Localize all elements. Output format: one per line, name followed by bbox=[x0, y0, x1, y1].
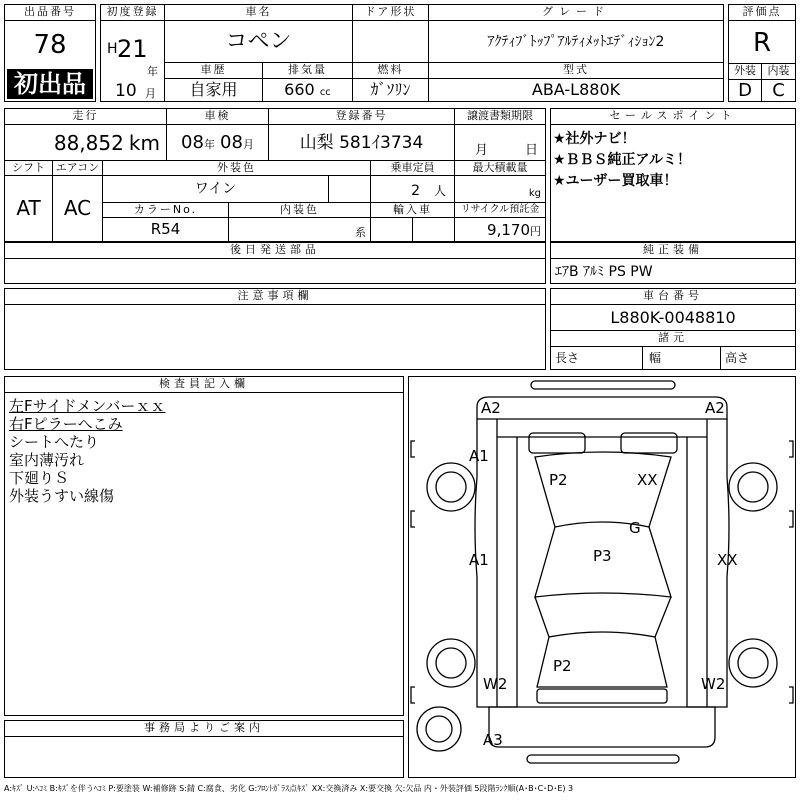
exterior-color-extra bbox=[329, 176, 371, 203]
first-reg-header: 初度登録 bbox=[101, 5, 165, 21]
door-value bbox=[353, 21, 429, 63]
recycle-value: 9,170 bbox=[487, 221, 530, 239]
exterior-color-value: ワイン bbox=[103, 176, 329, 203]
registration-value: 山梨 581ｲ3734 bbox=[269, 125, 455, 161]
legend-text: A:ｷｽﾞ U:ﾍｺﾐ B:ｷｽﾞを伴うﾍｺﾐ P:要塗装 W:補修跡 S:錆 C:腐食、劣化 G:ﾌﾛﾝﾄｶﾞﾗｽ点ｷｽﾞ XX:交換済み X:要交換 欠:欠品 内・外装評価 5段階ﾗﾝｸ順(A･B･C･D･E) 3 bbox=[4, 784, 574, 793]
vehicle-info-box bbox=[100, 4, 724, 102]
dim-length: 長さ bbox=[551, 347, 643, 369]
import-header: 輸入車 bbox=[371, 203, 455, 218]
aircon-header: エアコン bbox=[53, 161, 103, 176]
max-load-header: 最大積載量 bbox=[455, 161, 545, 176]
mark-left-door: A1 bbox=[469, 551, 489, 569]
factory-equip-box bbox=[550, 242, 796, 284]
sales-point-item: ★社外ナビ！ bbox=[553, 131, 636, 147]
car-diagram-box bbox=[408, 376, 796, 778]
capacity-unit: 人 bbox=[433, 184, 446, 198]
dim-height: 高さ bbox=[725, 351, 750, 365]
interior-score: C bbox=[772, 80, 785, 101]
transfer-cell bbox=[455, 125, 545, 161]
office-box bbox=[4, 720, 404, 778]
score-value: R bbox=[752, 28, 772, 58]
shift-value: AT bbox=[5, 176, 53, 241]
inspector-box bbox=[4, 376, 404, 716]
score-box bbox=[728, 4, 796, 102]
first-listing-badge: 初出品 bbox=[7, 69, 93, 99]
chassis-value: L880K-0048810 bbox=[551, 305, 795, 331]
model-header: 型式 bbox=[429, 63, 723, 79]
color-no-header: カラーNo. bbox=[103, 203, 229, 218]
fuel-header: 燃料 bbox=[353, 63, 429, 79]
lot-number: 78 bbox=[33, 30, 67, 60]
inspection-month: 08 bbox=[220, 132, 243, 153]
chassis-header: 車台番号 bbox=[551, 289, 795, 305]
color-no-value: R54 bbox=[103, 218, 229, 241]
mileage-unit: km bbox=[128, 131, 160, 155]
mark-front-right: A2 bbox=[705, 399, 725, 417]
shift-header: シフト bbox=[5, 161, 53, 176]
exterior-color-header: 外装色 bbox=[103, 161, 371, 176]
inspection-header: 車検 bbox=[167, 109, 269, 125]
mark-hood: P2 bbox=[549, 471, 568, 489]
mark-roof: P3 bbox=[593, 547, 612, 565]
first-reg-year-unit: 年 bbox=[147, 65, 158, 78]
inspection-year: 08 bbox=[181, 132, 204, 153]
later-parts-header: 後日発送部品 bbox=[5, 243, 545, 259]
sales-point-item: ★ユーザー買取車！ bbox=[553, 173, 678, 189]
inspection-cell bbox=[167, 125, 269, 161]
car-name: コペン bbox=[165, 21, 353, 63]
exterior-score-header: 外装 bbox=[729, 63, 762, 80]
inspection-year-unit: 年 bbox=[203, 138, 215, 151]
interior-color-suffix: 系 bbox=[355, 226, 366, 239]
capacity-header: 乗車定員 bbox=[371, 161, 455, 176]
inspector-note: 左Fサイドメンバーｘｘ bbox=[9, 397, 166, 415]
capacity-cell bbox=[371, 176, 455, 203]
sales-points-box bbox=[550, 108, 796, 242]
history-value: 自家用 bbox=[165, 79, 263, 101]
details-box bbox=[4, 108, 546, 242]
interior-score-header: 内装 bbox=[762, 63, 795, 80]
caution-header: 注意事項欄 bbox=[5, 289, 545, 305]
caution-box bbox=[4, 288, 546, 370]
sales-points-header: セールスポイント bbox=[551, 109, 795, 125]
score-header: 評価点 bbox=[729, 5, 795, 21]
mileage-value: 88,852 bbox=[53, 131, 124, 155]
displacement-value: 660 bbox=[284, 80, 315, 99]
dimensions-header: 諸元 bbox=[551, 331, 795, 347]
transfer-month-unit: 月 bbox=[475, 143, 489, 158]
import-value-b bbox=[413, 218, 455, 241]
inspector-note: 右Fピラーへこみ bbox=[9, 415, 123, 433]
mark-left-fender: A1 bbox=[469, 447, 489, 465]
history-header: 車歴 bbox=[165, 63, 263, 79]
recycle-cell bbox=[455, 218, 545, 241]
registration-header: 登録番号 bbox=[269, 109, 455, 125]
displacement-unit: cc bbox=[319, 87, 331, 98]
chassis-box bbox=[550, 288, 796, 370]
mark-right-door: XX bbox=[717, 551, 738, 569]
first-reg-month-unit: 月 bbox=[145, 87, 156, 100]
import-value-a bbox=[371, 218, 413, 241]
door-header: ドア形状 bbox=[353, 5, 429, 21]
displacement-cell bbox=[263, 79, 353, 101]
mileage-header: 走行 bbox=[5, 109, 167, 125]
interior-color-header: 内装色 bbox=[229, 203, 371, 218]
later-parts-box bbox=[4, 242, 546, 284]
inspector-note: シートへたり bbox=[9, 433, 100, 451]
transfer-day-unit: 日 bbox=[525, 143, 539, 158]
first-reg-cell bbox=[101, 21, 165, 101]
dim-width: 幅 bbox=[643, 347, 721, 369]
inspector-note: 下廻りＳ bbox=[9, 469, 70, 487]
inspector-notes bbox=[9, 397, 399, 505]
max-load-cell bbox=[455, 176, 545, 203]
car-diagram bbox=[409, 377, 795, 777]
mark-windshield: G bbox=[629, 519, 641, 537]
aircon-value: AC bbox=[53, 176, 103, 241]
grade-header: グレード bbox=[429, 5, 723, 21]
fuel-value: ｶﾞｿﾘﾝ bbox=[353, 79, 429, 101]
sales-points-list bbox=[553, 129, 793, 192]
office-header: 事務局よりご案内 bbox=[5, 721, 403, 737]
sales-point-item: ★ＢＢＳ純正アルミ！ bbox=[553, 152, 691, 168]
capacity-value: 2 bbox=[411, 183, 420, 199]
model-value: ABA-L880K bbox=[531, 80, 621, 99]
mark-trunk: P2 bbox=[553, 657, 572, 675]
mark-hood-right: XX bbox=[637, 471, 658, 489]
exterior-score: D bbox=[729, 80, 762, 101]
max-load-unit: kg bbox=[528, 188, 541, 199]
car-name-header: 車名 bbox=[165, 5, 353, 21]
first-reg-month: 10 bbox=[115, 81, 137, 101]
recycle-unit: 円 bbox=[530, 225, 541, 238]
grade-value: ｱｸﾃｨﾌﾞﾄｯﾌﾟｱﾙﾃｨﾒｯﾄｴﾃﾞｨｼｮﾝ2 bbox=[429, 21, 723, 63]
mark-rear-right: W2 bbox=[701, 675, 726, 693]
inspector-note: 外装うすい線傷 bbox=[9, 487, 115, 505]
lot-box bbox=[4, 4, 96, 102]
inspector-header: 検査員記入欄 bbox=[5, 377, 403, 393]
factory-equip-value: ｴｱB ｱﾙﾐ PS PW bbox=[555, 264, 653, 280]
mark-front-left: A2 bbox=[481, 399, 501, 417]
mileage-cell bbox=[5, 125, 167, 161]
inspector-note: 室内薄汚れ bbox=[9, 451, 85, 469]
transfer-header: 譲渡書類期限 bbox=[455, 109, 545, 125]
interior-color-cell bbox=[229, 218, 371, 241]
mark-rear-bumper: A3 bbox=[483, 731, 503, 749]
recycle-header: リサイクル預託金 bbox=[455, 203, 545, 218]
inspection-month-unit: 月 bbox=[242, 138, 254, 151]
lot-header: 出品番号 bbox=[5, 5, 95, 21]
first-reg-year: 21 bbox=[117, 35, 148, 63]
first-reg-era: H bbox=[107, 41, 118, 57]
mark-rear-left: W2 bbox=[483, 675, 508, 693]
displacement-header: 排気量 bbox=[263, 63, 353, 79]
factory-equip-header: 純正装備 bbox=[551, 243, 795, 259]
